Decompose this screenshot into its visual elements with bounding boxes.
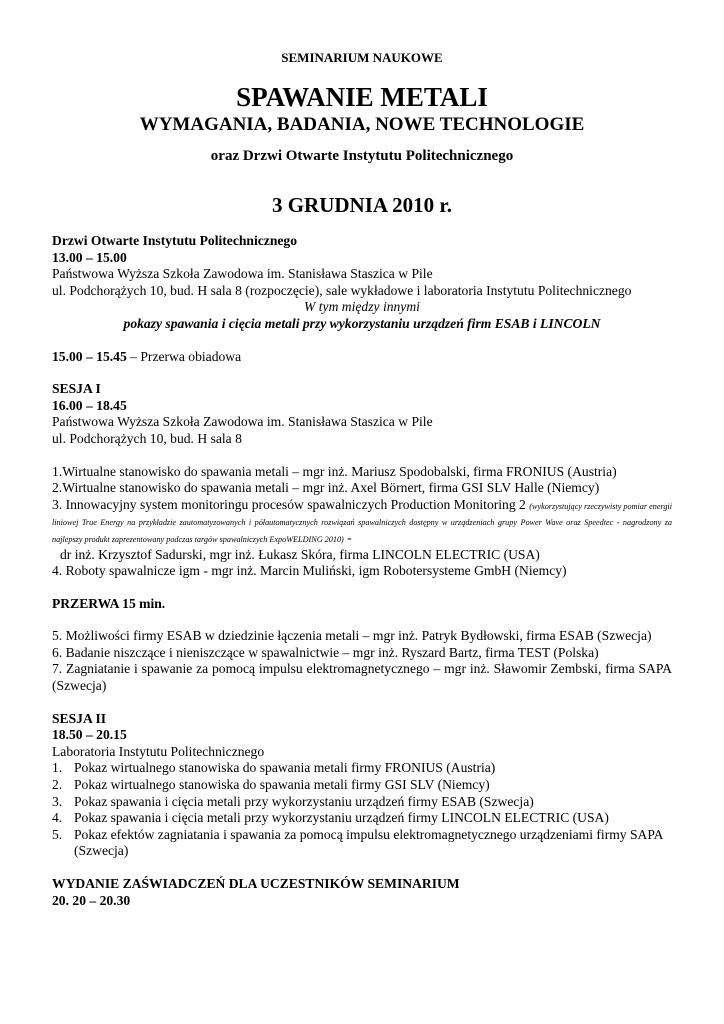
spacer xyxy=(52,695,672,711)
break-label: PRZERWA 15 min. xyxy=(52,595,166,611)
session1-item-3-authors: dr inż. Krzysztof Sadurski, mgr inż. Łukasz Skóra, firma LINCOLN ELECTRIC (USA) xyxy=(60,546,540,562)
session1-item-3 xyxy=(52,497,672,547)
session2-time: 18.50 – 20.15 xyxy=(52,727,127,743)
list-item: 5. Pokaz efektów zagniatania i spawania za pomocą impulsu elektromagnetycznego urządzeniami firmy SAPA (Szwecja) xyxy=(52,826,663,859)
seminar-eyebrow: SEMINARIUM NAUKOWE xyxy=(281,50,443,65)
open-day-heading: Drzwi Otwarte Instytutu Politechnicznego xyxy=(52,233,298,248)
document-subline: oraz Drzwi Otwarte Instytutu Politechnicznego xyxy=(210,148,514,164)
certificates-heading: WYDANIE ZAŚWIADCZEŃ DLA UCZESTNIKÓW SEMINARIUM xyxy=(52,876,460,891)
spacer xyxy=(52,580,672,596)
session2-place: Laboratoria Instytutu Politechnicznego xyxy=(52,743,265,759)
session1-school: Państwowa Wyższa Szkoła Zawodowa im. Stanisława Staszica w Pile xyxy=(52,414,433,430)
session1-item-6: 6. Badanie niszczące i nieniszczące w spawalnictwie – mgr inż. Ryszard Bartz, firma TEST (Polska) xyxy=(52,644,599,660)
open-day-demo: pokazy spawania i cięcia metali przy wykorzystaniu urządzeń firm ESAB i LINCOLN xyxy=(123,315,601,331)
session1-item-3-note: (wykorzystujący rzeczywisty pomiar energii liniowej True Energy na przykładzie zautomatyzowanych i półautomatycznych rozwiązań spawalniczych dostępny w urządzeniach grupy Power Wave oraz Speedtec - nagrodzony za najlepszy produkt zaprezentowany podczas targów spawalniczych ExpoWELDING 2010) xyxy=(52,501,672,544)
session1-item-7: 7. Zagniatanie i spawanie za pomocą impulsu elektromagnetycznego – mgr inż. Sławomir Zembski, firma SAPA (Szwecja) xyxy=(52,661,672,694)
certificates-time: 20. 20 – 20.30 xyxy=(52,892,131,908)
lunch-line xyxy=(52,349,672,366)
session1-item-5: 5. Możliwości firmy ESAB w dziedzinie łączenia metali – mgr inż. Patryk Bydłowski, firma ESAB (Szwecja) xyxy=(52,628,652,644)
list-item: 3. Pokaz spawania i cięcia metali przy wykorzystaniu urządzeń firmy ESAB (Szwecja) xyxy=(52,793,534,809)
document-subtitle: WYMAGANIA, BADANIA, NOWE TECHNOLOGIE xyxy=(139,114,585,135)
session2-heading: SESJA II xyxy=(52,710,107,726)
open-day-school: Państwowa Wyższa Szkoła Zawodowa im. Stanisława Staszica w Pile xyxy=(52,266,433,282)
lunch-time: 15.00 – 15.45 xyxy=(52,348,127,364)
session1-item-2: 2.Wirtualne stanowisko do spawania metali – mgr inż. Axel Börnert, firma GSI SLV Halle (Niemcy) xyxy=(52,480,600,496)
session1-item-3-title: 3. Innowacyjny system monitoringu procesów spawalniczych Production Monitoring 2 xyxy=(52,496,526,512)
spacer xyxy=(52,448,672,464)
session1-heading: SESJA I xyxy=(52,381,101,397)
list-item: 1. Pokaz wirtualnego stanowiska do spawania metali firmy FRONIUS (Austria) xyxy=(52,760,496,776)
spacer xyxy=(52,365,672,381)
open-day-time: 13.00 – 15.00 xyxy=(52,249,127,265)
spacer xyxy=(52,612,672,628)
session1-item-3-dash: - xyxy=(343,529,352,545)
session2-list xyxy=(52,760,672,860)
document-title: SPAWANIE METALI xyxy=(236,82,488,112)
open-day-address: ul. Podchorążych 10, bud. H sala 8 (rozpoczęcie), sale wykładowe i laboratoria Instytutu Politechnicznego xyxy=(52,282,632,298)
event-date: 3 GRUDNIA 2010 r. xyxy=(271,193,453,217)
session1-time: 16.00 – 18.45 xyxy=(52,397,127,413)
list-item: 2. Pokaz wirtualnego stanowiska do spawania metali firmy GSI SLV (Niemcy) xyxy=(52,777,490,793)
session1-item-4: 4. Roboty spawalnicze igm - mgr inż. Marcin Muliński, igm Robotersysteme GmbH (Niemcy) xyxy=(52,563,567,579)
session1-address: ul. Podchorążych 10, bud. H sala 8 xyxy=(52,430,242,446)
open-day-intro: W tym między innymi xyxy=(304,299,420,315)
list-item: 4. Pokaz spawania i cięcia metali przy wykorzystaniu urządzeń firmy LINCOLN ELECTRIC (USA) xyxy=(52,810,609,826)
lunch-label: – Przerwa obiadowa xyxy=(126,348,242,364)
spacer xyxy=(52,860,672,876)
spacer xyxy=(52,333,672,349)
program-body xyxy=(52,233,672,909)
session1-item-1: 1.Wirtualne stanowisko do spawania metali – mgr inż. Mariusz Spodobalski, firma FRONIUS (Austria) xyxy=(52,463,617,479)
